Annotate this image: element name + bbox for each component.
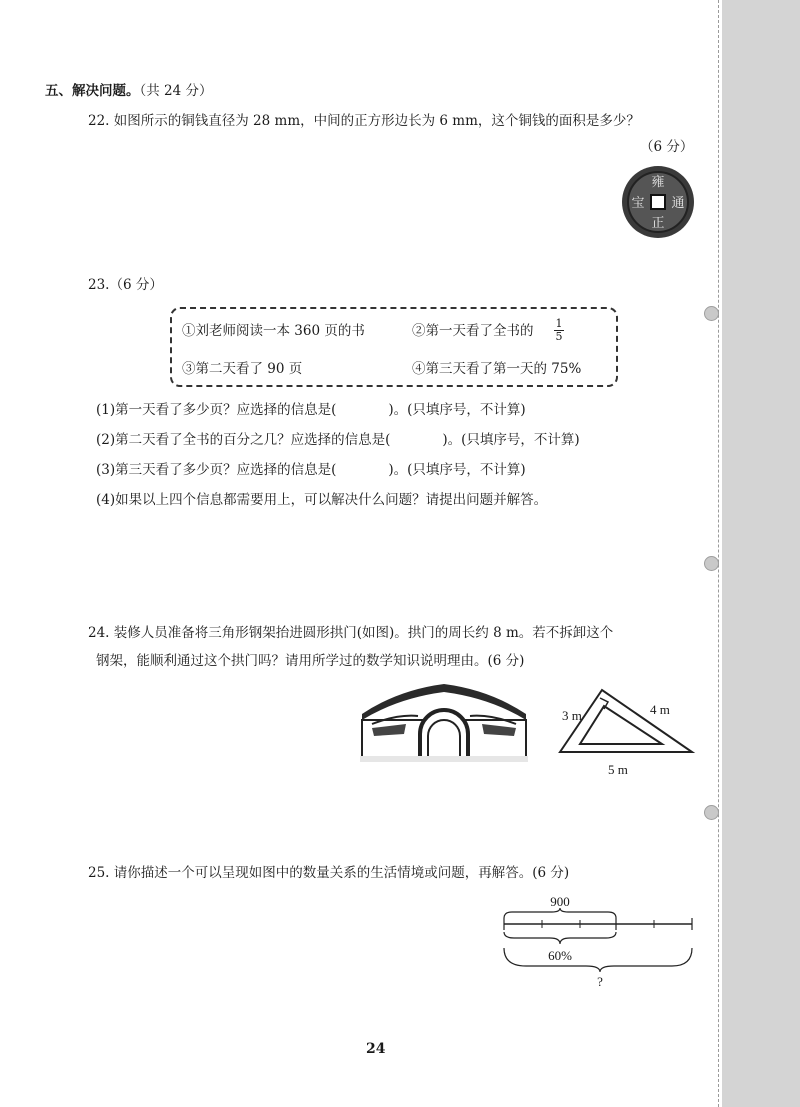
info-4: ④第三天看了第一天的 75% bbox=[412, 361, 582, 377]
q23-sub4: (4)如果以上四个信息都需要用上，可以解决什么问题？请提出问题并解答。 bbox=[96, 492, 548, 508]
q22-points: （6 分） bbox=[640, 139, 694, 155]
segment-percent-label: 60% bbox=[548, 948, 572, 963]
coin-figure bbox=[620, 164, 696, 240]
sub2-question: (2)第二天看了全书的百分之几？应选择的信息是( bbox=[96, 432, 391, 448]
sub2-note: )。(只填序号，不计算) bbox=[442, 432, 580, 448]
binding-margin bbox=[722, 0, 800, 1107]
q23-sub1 bbox=[96, 401, 526, 419]
binder-hole-icon bbox=[704, 306, 719, 321]
coin-char-left: 宝 bbox=[631, 195, 645, 210]
section-points: （共 24 分） bbox=[139, 83, 213, 99]
segment-unknown-label: ? bbox=[597, 974, 603, 989]
cut-line bbox=[718, 0, 719, 1107]
sub3-question: (3)第三天看了多少页？应选择的信息是( bbox=[96, 462, 337, 478]
fraction-numerator: 1 bbox=[555, 317, 563, 330]
triangle-side-b: 4 m bbox=[650, 702, 670, 717]
binder-hole-icon bbox=[704, 805, 719, 820]
q22-text: 22. 如图所示的铜钱直径为 28 mm，中间的正方形边长为 6 mm，这个铜钱的面积是多少？ bbox=[88, 113, 640, 129]
sub3-note: )。(只填序号，不计算) bbox=[388, 462, 526, 478]
section-title: 五、解决问题。 bbox=[45, 83, 140, 99]
info-1: ①刘老师阅读一本 360 页的书 bbox=[182, 323, 365, 339]
info-2: ②第一天看了全书的 bbox=[412, 323, 534, 339]
binder-hole-icon bbox=[704, 556, 719, 571]
info-3: ③第二天看了 90 页 bbox=[182, 361, 303, 377]
q25-text: 25. 请你描述一个可以呈现如图中的数量关系的生活情境或问题，再解答。(6 分) bbox=[88, 865, 570, 881]
segment-top-label: 900 bbox=[550, 894, 570, 909]
page-number: 24 bbox=[366, 1041, 386, 1057]
q24-line1: 24. 装修人员准备将三角形钢架抬进圆形拱门(如图)。拱门的周长约 8 m。若不拆卸这个 bbox=[88, 625, 614, 641]
q24-line2: 钢架，能顺利通过这个拱门吗？请用所学过的数学知识说明理由。(6 分) bbox=[96, 653, 525, 669]
coin-char-bottom: 正 bbox=[651, 215, 665, 230]
q23-header: 23.（6 分） bbox=[88, 277, 163, 293]
sub1-note: )。(只填序号，不计算) bbox=[388, 402, 526, 418]
coin-char-top: 雍 bbox=[651, 174, 665, 189]
arch-gate-figure bbox=[358, 680, 530, 764]
triangle-frame-figure bbox=[552, 686, 702, 782]
segment-diagram bbox=[496, 888, 700, 994]
fraction-denominator: 5 bbox=[555, 330, 563, 343]
sub1-question: (1)第一天看了多少页？应选择的信息是( bbox=[96, 402, 337, 418]
triangle-side-a: 3 m bbox=[562, 708, 582, 723]
triangle-side-c: 5 m bbox=[608, 762, 628, 777]
section-header bbox=[45, 82, 213, 100]
q23-sub3 bbox=[96, 461, 526, 479]
q23-sub2 bbox=[96, 431, 580, 449]
fraction-one-fifth bbox=[554, 318, 564, 343]
coin-char-right: 通 bbox=[671, 195, 685, 210]
